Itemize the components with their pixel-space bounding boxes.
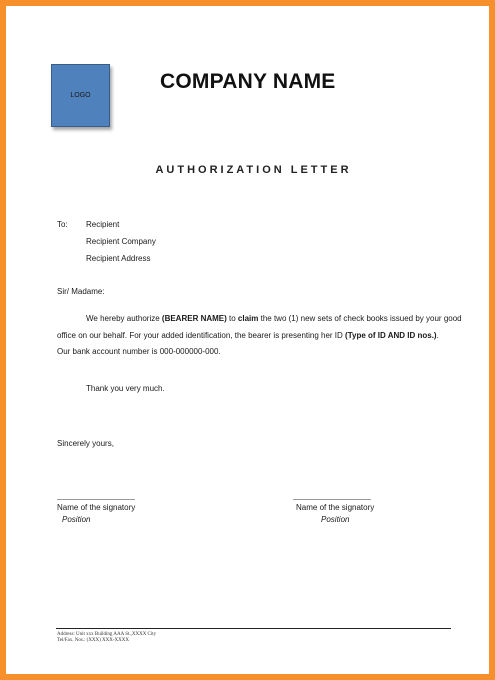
signatory-name-right: Name of the signatory <box>296 503 375 512</box>
recipient-company: Recipient Company <box>86 237 156 246</box>
closing: Sincerely yours, <box>57 439 114 448</box>
signature-line-left <box>57 499 135 500</box>
logo-placeholder <box>51 64 110 127</box>
logo-label: LOGO <box>70 92 91 99</box>
company-name: COMPANY NAME <box>160 70 336 93</box>
footer-telfax: Tel/Fax. Nos.: (XXX) XXX-XXXX <box>57 638 130 643</box>
footer-address: Address: Unit xxx Building AAA St.,XXXX City <box>57 632 157 637</box>
signatory-position-left: Position <box>62 515 91 524</box>
signatory-position-right: Position <box>321 515 350 524</box>
signatory-name-left: Name of the signatory <box>57 503 136 512</box>
recipient-address: Recipient Address <box>86 254 151 263</box>
body-line-1: We hereby authorize (BEARER NAME) to claim the two (1) new sets of check books issued by your good <box>86 314 462 323</box>
body-line-2: office on our behalf. For your added identification, the bearer is presenting her ID (Type of ID AND ID nos.). <box>57 331 439 340</box>
recipient-name: Recipient <box>86 220 120 229</box>
letter-title: AUTHORIZATION LETTER <box>155 164 352 176</box>
footer-divider <box>56 628 451 629</box>
signature-line-right <box>293 499 371 500</box>
salutation: Sir/ Madame: <box>57 287 105 296</box>
thank-you-line: Thank you very much. <box>86 384 165 393</box>
to-label: To: <box>57 220 68 229</box>
body-line-3: Our bank account number is 000-000000-000. <box>57 347 221 356</box>
